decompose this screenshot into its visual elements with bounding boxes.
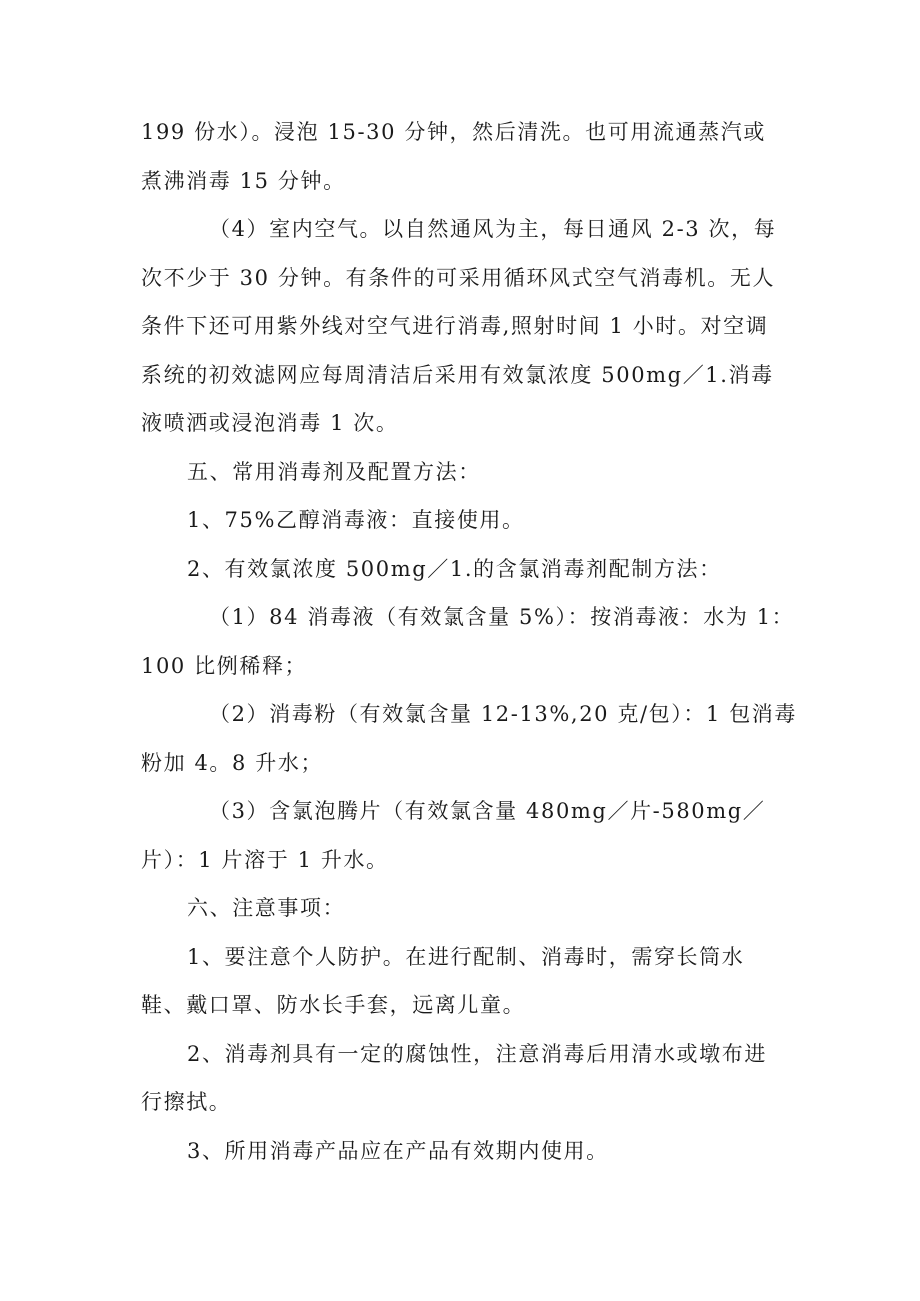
text-line: 液喷洒或浸泡消毒 1 次。 <box>141 411 399 435</box>
text-line: 五、常用消毒剂及配置方法： <box>187 459 481 484</box>
text-line: 片）：1 片溶于 1 升水。 <box>141 847 389 872</box>
document-body <box>141 108 798 1175</box>
sub-item-effervescent-tablets <box>141 787 791 884</box>
list-item-ethanol <box>141 496 791 545</box>
paragraph-indoor-air <box>141 205 791 448</box>
section-heading-precautions <box>141 884 791 933</box>
text-line: （3）含氯泡腾片（有效氯含量 480mg／片-580mg／ <box>209 799 766 823</box>
text-line: 煮沸消毒 15 分钟。 <box>141 168 346 193</box>
text-line: 行擦拭。 <box>141 1090 232 1114</box>
list-item-corrosion <box>141 1030 791 1127</box>
text-line: 鞋、戴口罩、防水长手套，远离儿童。 <box>141 993 526 1017</box>
list-item-validity <box>141 1127 791 1176</box>
text-line: 1、75%乙醇消毒液：直接使用。 <box>187 508 525 532</box>
section-heading-disinfectants <box>141 448 791 497</box>
text-line: 六、注意事项： <box>187 896 346 920</box>
sub-item-84-solution <box>141 593 795 690</box>
text-line: （1）84 消毒液（有效氯含量 5%）：按消毒液：水为 1： <box>209 605 795 629</box>
text-line: （4）室内空气。以自然通风为主，每日通风 2-3 次，每 <box>209 217 777 241</box>
text-line: 2、有效氯浓度 500mg／1.的含氯消毒剂配制方法： <box>187 556 722 581</box>
sub-item-disinfectant-powder <box>141 690 798 787</box>
text-line: 3、所用消毒产品应在产品有效期内使用。 <box>187 1138 609 1163</box>
text-line: （2）消毒粉（有效氯含量 12-13%,20 克/包）：1 包消毒 <box>209 702 798 726</box>
text-line: 系统的初效滤网应每周清洁后采用有效氯浓度 500mg／1.消毒 <box>141 362 774 387</box>
text-line: 次不少于 30 分钟。有条件的可采用循环风式空气消毒机。无人 <box>141 265 776 290</box>
text-line: 2、消毒剂具有一定的腐蚀性，注意消毒后用清水或墩布进 <box>187 1041 767 1066</box>
list-item-chlorine <box>141 545 791 594</box>
text-line: 粉加 4。8 升水； <box>141 750 324 775</box>
paragraph-soak-instructions <box>141 108 791 205</box>
text-line: 条件下还可用紫外线对空气进行消毒,照射时间 1 小时。对空调 <box>141 314 769 338</box>
text-line: 100 比例稀释； <box>141 653 308 678</box>
list-item-protection <box>141 933 791 1030</box>
text-line: 199 份水）。浸泡 15-30 分钟，然后清洗。也可用流通蒸汽或 <box>141 120 766 144</box>
text-line: 1、要注意个人防护。在进行配制、消毒时，需穿长筒水 <box>187 944 745 969</box>
